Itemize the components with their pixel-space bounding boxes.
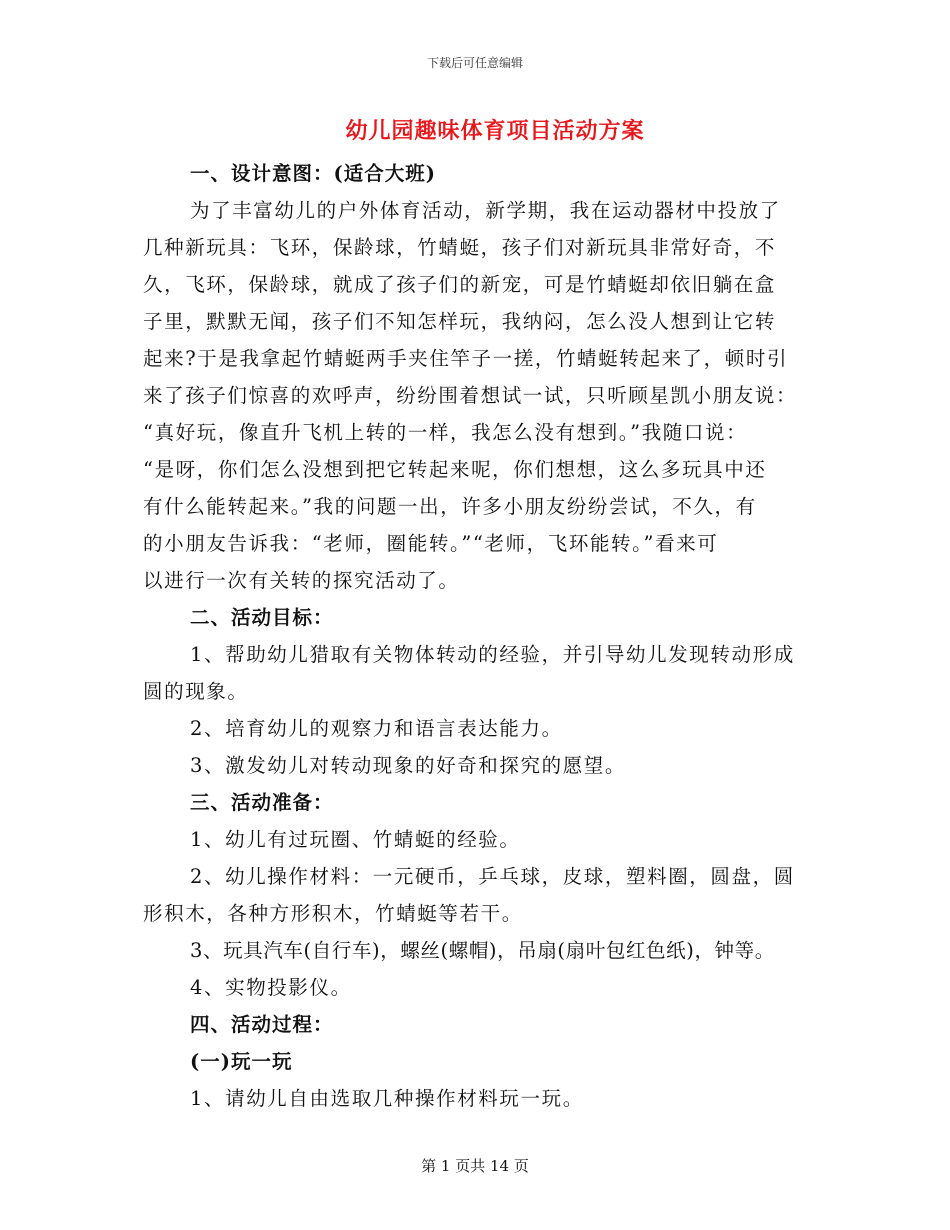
paragraph-line: 的小朋友告诉我：“老师，圈能转。”“老师，飞环能转。”看来可 — [143, 532, 719, 555]
list-item: 3、玩具汽车(自行车)，螺丝(螺帽)，吊扇(扇叶包红色纸)，钟等。 — [190, 939, 775, 962]
paragraph-line: 几种新玩具：飞环，保龄球，竹蜻蜓，孩子们对新玩具非常好奇，不 — [143, 236, 777, 259]
list-item: 2、培育幼儿的观察力和语言表达能力。 — [190, 717, 563, 740]
list-item: 4、实物投影仪。 — [190, 976, 352, 999]
list-item: 1、幼儿有过玩圈、竹蜻蜓的经验。 — [190, 828, 521, 851]
paragraph-line: “真好玩，像直升飞机上转的一样，我怎么没有想到。”我随口说： — [143, 421, 748, 444]
paragraph-line: 来了孩子们惊喜的欢呼声，纷纷围着想试一试，只听顾星凯小朋友说： — [143, 384, 798, 407]
subsection-heading: (一)玩一玩 — [190, 1050, 293, 1073]
paragraph-line: 子里，默默无闻，孩子们不知怎样玩，我纳闷，怎么没人想到让它转 — [143, 310, 777, 333]
list-item: 3、激发幼儿对转动现象的好奇和探究的愿望。 — [190, 754, 627, 777]
paragraph-line: 为了丰富幼儿的户外体育活动，新学期，我在运动器材中投放了 — [190, 199, 781, 222]
section-heading-2: 二、活动目标： — [190, 606, 334, 629]
paragraph-line: 起来?于是我拿起竹蜻蜓两手夹住竿子一搓，竹蜻蜓转起来了，顿时引 — [143, 347, 789, 370]
list-item-continuation: 形积木，各种方形积木，竹蜻蜓等若干。 — [143, 902, 523, 925]
list-item: 1、帮助幼儿猎取有关物体转动的经验，并引导幼儿发现转动形成 — [190, 643, 795, 666]
paragraph-line: 久，飞环，保龄球，就成了孩子们的新宠，可是竹蜻蜓却依旧躺在盒 — [143, 273, 777, 296]
page-footer: 第 1 页共 14 页 — [421, 1157, 529, 1175]
list-item: 2、幼儿操作材料：一元硬币，乒乓球，皮球，塑料圈，圆盘，圆 — [190, 865, 795, 888]
list-item-continuation: 圆的现象。 — [143, 680, 249, 703]
paragraph-line: “是呀，你们怎么没想到把它转起来呢，你们想想，这么多玩具中还 — [143, 458, 767, 481]
section-heading-3: 三、活动准备： — [190, 791, 334, 814]
paragraph-line: 有什么能转起来。”我的问题一出，许多小朋友纷纷尝试，不久，有 — [143, 495, 757, 518]
list-item: 1、请幼儿自由选取几种操作材料玩一玩。 — [190, 1087, 584, 1110]
header-note: 下载后可任意编辑 — [426, 56, 523, 70]
section-heading-4: 四、活动过程： — [190, 1013, 334, 1036]
paragraph-line: 以进行一次有关转的探究活动了。 — [143, 569, 460, 592]
section-heading-1: 一、设计意图：(适合大班) — [190, 162, 436, 185]
document-title: 幼儿园趣味体育项目活动方案 — [345, 118, 645, 144]
